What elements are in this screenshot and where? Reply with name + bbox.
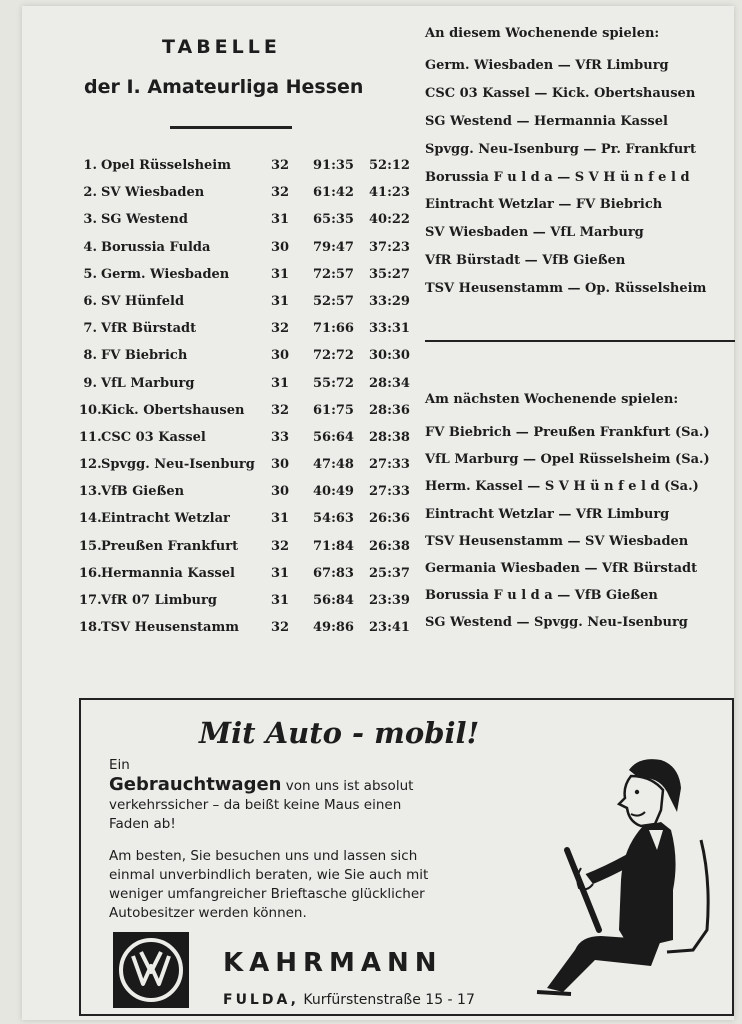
ad-address: [223, 992, 543, 1008]
table-row: [79, 511, 409, 538]
match-item: SG Westend — Hermannia Kassel: [425, 113, 668, 129]
table-row: [79, 267, 409, 294]
this-weekend-section: [425, 26, 742, 309]
table-games: 30: [271, 239, 290, 255]
table-team: VfB Gießen: [101, 484, 185, 500]
table-team: SV Wiesbaden: [101, 185, 205, 201]
table-goals: 54:63: [313, 511, 354, 527]
table-games: 31: [271, 593, 290, 608]
table-team: CSC 03 Kassel: [101, 429, 206, 445]
match-item: TSV Heusenstamm — SV Wiesbaden: [425, 533, 689, 549]
table-row: [79, 484, 409, 511]
league-table: [79, 158, 409, 647]
table-games: 32: [271, 402, 290, 418]
ad-headline: Mit Auto - mobil!: [199, 716, 480, 750]
table-games: 30: [271, 348, 290, 364]
table-goals: 52:57: [313, 293, 354, 309]
match-item: SG Westend — Spvgg. Neu-Isenburg: [425, 615, 688, 631]
table-points: 27:33: [369, 457, 410, 473]
ad-para2-line-4: Autobesitzer werden können.: [109, 905, 307, 921]
match-item: Eintracht Wetzlar — FV Biebrich: [425, 197, 663, 213]
table-points: 26:38: [369, 538, 410, 554]
table-goals: 56:84: [313, 593, 354, 608]
match-item: Germania Wiesbaden — VfR Bürstadt: [425, 560, 698, 576]
table-rank: 4.: [83, 239, 97, 255]
table-team: Eintracht Wetzlar: [101, 511, 230, 527]
table-rank: 3.: [83, 212, 97, 228]
table-games: 31: [271, 375, 290, 391]
table-team: TSV Heusenstamm: [101, 620, 239, 636]
table-games: 32: [271, 158, 290, 173]
table-points: 27:33: [369, 484, 410, 500]
table-games: 33: [271, 429, 290, 445]
table-games: 31: [271, 511, 290, 527]
table-games: 32: [271, 620, 290, 636]
table-row: [79, 620, 409, 647]
table-points: 33:31: [369, 321, 410, 337]
table-row: [79, 294, 409, 321]
next-weekend-section: [425, 392, 742, 643]
match-item: VfL Marburg — Opel Rüsselsheim (Sa.): [425, 452, 710, 468]
table-row: [79, 376, 409, 403]
ad-big-word: Gebrauchtwagen: [109, 774, 282, 795]
table-rank: 13.: [79, 484, 102, 500]
table-goals: 72:72: [313, 348, 354, 364]
table-points: 41:23: [369, 185, 410, 201]
table-row: [79, 240, 409, 267]
table-team: Preußen Frankfurt: [101, 538, 239, 554]
ad-paragraph-1: [109, 756, 469, 834]
vw-logo-icon: [113, 932, 189, 1008]
table-games: 32: [271, 538, 290, 554]
ad-paragraph-2: [109, 847, 469, 923]
table-goals: 55:72: [313, 375, 354, 391]
section-divider: [425, 340, 735, 342]
table-rank: 11.: [79, 429, 102, 445]
table-points: 37:23: [369, 239, 410, 255]
table-games: 31: [271, 565, 290, 581]
table-goals: 56:64: [313, 429, 354, 445]
table-goals: 47:48: [313, 457, 354, 473]
table-team: SV Hünfeld: [101, 293, 185, 309]
match-item: Borussia F u l d a — S V H ü n f e l d: [425, 169, 690, 185]
table-goals: 65:35: [313, 212, 354, 228]
ad-brand: KAHRMANN: [223, 948, 443, 978]
ad-line-2: verkehrssicher – da beißt keine Maus einen: [109, 797, 402, 813]
table-subtitle: der I. Amateurliga Hessen: [84, 76, 364, 98]
table-rank: 2.: [83, 185, 97, 201]
table-goals: 61:42: [313, 185, 354, 201]
table-team: Kick. Obertshausen: [101, 402, 245, 418]
table-games: 31: [271, 212, 290, 228]
table-goals: 79:47: [313, 239, 354, 255]
table-points: 28:36: [369, 402, 410, 418]
table-rank: 15.: [79, 538, 102, 554]
table-rank: 6.: [83, 293, 97, 309]
ad-line-1-rest: von uns ist absolut: [281, 778, 414, 794]
match-item: Spvgg. Neu-Isenburg — Pr. Frankfurt: [425, 141, 697, 157]
ad-city: FULDA,: [223, 992, 299, 1008]
driver-illustration-icon: [511, 730, 731, 1010]
table-points: 23:39: [369, 593, 410, 608]
match-item: CSC 03 Kassel — Kick. Obertshausen: [425, 85, 696, 101]
match-item: SV Wiesbaden — VfL Marburg: [425, 225, 644, 241]
table-rank: 5.: [83, 266, 97, 282]
ad-para2-line-2: einmal unverbindlich beraten, wie Sie auch mit: [109, 867, 429, 883]
ad-para2-line-1: Am besten, Sie besuchen uns und lassen sich: [109, 848, 418, 864]
table-rank: 16.: [79, 565, 102, 581]
table-team: VfL Marburg: [101, 375, 195, 391]
table-goals: 72:57: [313, 266, 354, 282]
table-points: 26:36: [369, 511, 410, 527]
table-rank: 8.: [83, 348, 97, 364]
table-goals: 67:83: [313, 565, 354, 581]
table-goals: 71:84: [313, 538, 354, 554]
table-row: [79, 185, 409, 212]
title-underline: [170, 126, 292, 129]
table-goals: 61:75: [313, 402, 354, 418]
table-points: 33:29: [369, 293, 410, 309]
table-games: 32: [271, 185, 290, 201]
match-item: Eintracht Wetzlar — VfR Limburg: [425, 506, 670, 522]
table-games: 32: [271, 321, 290, 337]
table-rank: 10.: [79, 402, 102, 418]
advertisement: [79, 698, 734, 1016]
table-team: Borussia Fulda: [101, 239, 211, 255]
table-rank: 12.: [79, 457, 102, 473]
table-goals: 40:49: [313, 484, 354, 500]
table-goals: 91:35: [313, 158, 354, 173]
this-weekend-heading: An diesem Wochenende spielen:: [425, 26, 660, 41]
table-row: [79, 212, 409, 239]
table-team: VfR 07 Limburg: [101, 593, 217, 608]
match-item: Germ. Wiesbaden — VfR Limburg: [425, 58, 669, 73]
table-team: SG Westend: [101, 212, 188, 228]
table-points: 28:34: [369, 375, 410, 391]
table-points: 35:27: [369, 266, 410, 282]
table-row: [79, 348, 409, 375]
table-row: [79, 593, 409, 620]
table-goals: 71:66: [313, 321, 354, 337]
table-team: Opel Rüsselsheim: [101, 158, 231, 173]
table-rank: 1.: [83, 158, 97, 173]
table-row: [79, 566, 409, 593]
table-games: 31: [271, 293, 290, 309]
table-points: 28:38: [369, 429, 410, 445]
program-page: [22, 6, 734, 1020]
table-points: 25:37: [369, 565, 410, 581]
table-rank: 17.: [79, 593, 102, 608]
table-points: 23:41: [369, 620, 410, 636]
ad-street: Kurfürstenstraße 15 - 17: [298, 992, 475, 1008]
table-rank: 7.: [83, 321, 97, 337]
table-rank: 18.: [79, 620, 102, 636]
table-points: 30:30: [369, 348, 410, 364]
table-row: [79, 403, 409, 430]
table-goals: 49:86: [313, 620, 354, 636]
table-row: [79, 457, 409, 484]
table-points: 52:12: [369, 158, 410, 173]
table-row: [79, 158, 409, 185]
table-row: [79, 539, 409, 566]
ad-line-ein: Ein: [109, 757, 130, 773]
table-team: VfR Bürstadt: [101, 321, 197, 337]
table-title: TABELLE: [162, 36, 281, 58]
match-item: VfR Bürstadt — VfB Gießen: [425, 253, 626, 269]
table-rank: 9.: [83, 375, 97, 391]
table-row: [79, 321, 409, 348]
table-team: Germ. Wiesbaden: [101, 266, 230, 282]
table-team: Spvgg. Neu-Isenburg: [101, 457, 255, 473]
table-games: 30: [271, 484, 290, 500]
match-item: Borussia F u l d a — VfB Gießen: [425, 588, 658, 604]
ad-line-1: [109, 775, 469, 796]
table-games: 31: [271, 266, 290, 282]
match-item: Herm. Kassel — S V H ü n f e l d (Sa.): [425, 479, 699, 495]
match-item: TSV Heusenstamm — Op. Rüsselsheim: [425, 281, 707, 297]
ad-line-3: Faden ab!: [109, 816, 176, 832]
table-row: [79, 430, 409, 457]
match-item: FV Biebrich — Preußen Frankfurt (Sa.): [425, 425, 710, 440]
ad-para2-line-3: weniger umfangreicher Brieftasche glücklicher: [109, 886, 425, 902]
next-weekend-list: [425, 425, 742, 643]
table-points: 40:22: [369, 212, 410, 228]
table-team: Hermannia Kassel: [101, 565, 235, 581]
this-weekend-list: [425, 58, 742, 309]
table-games: 30: [271, 457, 290, 473]
vw-logo: [113, 932, 189, 1008]
table-rank: 14.: [79, 511, 102, 527]
next-weekend-heading: Am nächsten Wochenende spielen:: [425, 392, 679, 407]
table-team: FV Biebrich: [101, 348, 188, 364]
